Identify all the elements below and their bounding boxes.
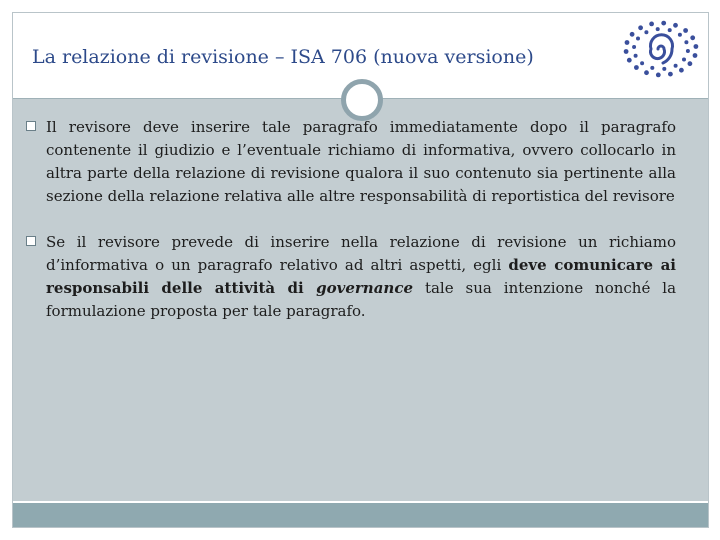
logo-dot [634,65,639,70]
bullet-list [26,116,676,346]
logo-dot [630,32,635,37]
bullet-text-bold-italic: governance [316,279,414,297]
logo-dot [684,40,688,44]
logo-dot [683,28,688,33]
logo-dot [673,23,678,28]
logo-dot [674,64,678,68]
logo-dot [644,30,648,34]
logo-dot [661,21,666,26]
bullet-text: Se il revisore prevede di inserire nella relazione di revisione un richiamo d’informativa o un paragrafo relativo ad altri aspetti, egli [46,233,676,274]
logo-dot [650,66,654,70]
logo-dot [656,27,660,31]
logo-dot [662,67,666,71]
bullet-text: Il revisore deve inserire tale paragrafo immediatamente dopo il paragrafo contenente il giudizio e l’eventuale richiamo di informativa, ovvero collocarlo in altra parte della relazione di revisione qualora il suo contenuto sia pertinente alla sezione della relazione relativa alle altre responsabilità di reportistica del revisore [46,118,676,205]
logo-dot [668,28,672,32]
logo-dot [634,54,638,58]
logo-dot [679,68,684,73]
logo-dot [625,40,630,45]
logo-dot [694,44,699,49]
logo-dot [690,35,695,40]
logo-dot [638,25,643,30]
logo-dot [632,45,636,49]
spiral-dots-icon [620,18,702,80]
logo-dot [688,61,693,66]
logo-dot [682,58,686,62]
logo-dot [644,70,649,75]
logo-dot [678,33,682,37]
logo-dot [668,72,673,77]
bullet-square-icon [26,121,36,131]
logo-dot [693,53,698,58]
footer-bar [13,503,708,527]
slide-title: La relazione di revisione – ISA 706 (nuova versione) [32,46,534,68]
logo-dot [686,49,690,53]
bullet-square-icon [26,236,36,246]
logo-dot [636,37,640,41]
logo-dot [640,61,644,65]
decorative-circle [341,79,383,121]
bullet-item [26,231,676,323]
bullet-text-bold: deve comunicare ai responsabili delle attività di [46,256,676,297]
logo-dot [656,73,661,78]
logo-dot [649,22,654,27]
logo-dot [624,49,629,54]
bullet-item [26,116,676,208]
logo-dot [627,58,632,63]
bullet-text: tale sua intenzione nonché la formulazione proposta per tale paragrafo. [46,279,677,320]
